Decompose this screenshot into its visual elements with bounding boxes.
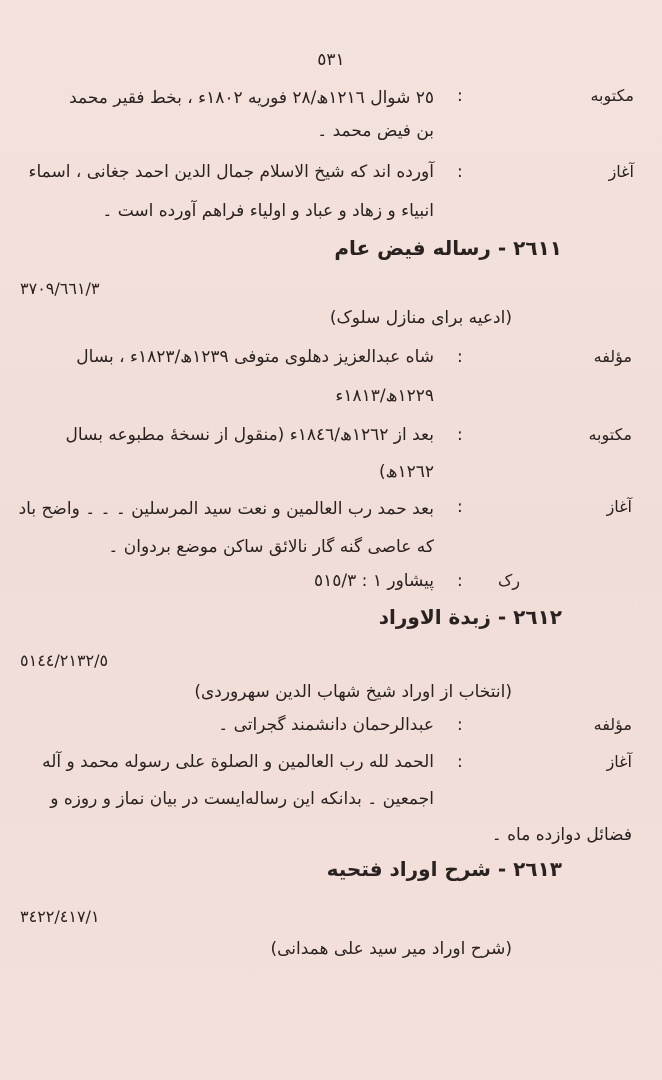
aghaz-text: آورده اند که شیخ الاسلام جمال الدین احمد جغانی ، اسماء — [28, 162, 434, 182]
aghaz-text: اجمعین ۔ بدانکه این رساله‌ایست در بیان نماز و روزه و — [50, 789, 434, 809]
label-colon: : — [457, 497, 463, 517]
label-colon: : — [457, 347, 463, 367]
aghaz-text: الحمد لله رب العالمین و الصلوة علی رسوله محمد و آله — [42, 752, 434, 772]
maktubeh-text: بن فیض محمد ۔ — [317, 121, 434, 141]
maktubeh-text: بعد از ١٢٦٢ھ/١٨٤٦ء (منقول از نسخهٔ مطبوعه بسال — [65, 425, 434, 445]
entry-heading: ٢٦١٢ - زبدة الاوراد — [378, 605, 562, 629]
entry-subtitle: (شرح اوراد میر سید علی همدانی) — [270, 939, 512, 959]
catalog-ref: ٣٧٠٩/٦٦١/٣ — [20, 279, 100, 298]
entry-heading: ٢٦١١ - رساله فیض عام — [334, 236, 562, 260]
catalog-ref: ٥١٤٤/٢١٣٢/٥ — [20, 651, 109, 670]
rak-label: رک — [497, 571, 520, 590]
aghaz-text: که عاصی گنه گار نالائق ساکن موضع بردوان ۔ — [108, 537, 434, 557]
label-colon: : — [457, 425, 463, 445]
aghaz-text: انبیاء و زهاد و عباد و اولیاء فراهم آورده است ۔ — [102, 201, 434, 221]
maktubeh-text: ٢٥ شوال ١٢١٦ھ/٢٨ فوریه ١٨٠٢ء ، بخط فقیر محمد — [69, 88, 434, 108]
entry-subtitle: (ادعیه برای منازل سلوک) — [329, 308, 512, 328]
rak-value: پیشاور ١ : ٥١٥/٣ — [314, 571, 434, 591]
label-colon: : — [457, 752, 463, 772]
aghaz-label: آغاز — [606, 497, 632, 516]
moallef-text: عبدالرحمان دانشمند گجراتی ۔ — [218, 715, 434, 735]
moallef-text: شاه عبدالعزیز دهلوی متوفی ١٢٣٩ھ/١٨٢٣ء ، بسال — [76, 347, 434, 367]
catalog-ref: ٣٤٢٢/٤١٧/١ — [20, 907, 100, 926]
entry-heading: ٢٦١٣ - شرح اوراد فتحیه — [326, 857, 562, 881]
aghaz-text: فضائل دوازده ماه ۔ — [491, 825, 632, 845]
aghaz-label: آغاز — [606, 752, 632, 771]
moallef-label: مؤلفه — [593, 347, 632, 366]
moallef-text: ١٢٢٩ھ/١٨١٣ء — [335, 386, 434, 406]
maktubeh-label: مکتوبه — [590, 86, 634, 105]
label-colon: : — [457, 162, 463, 182]
label-colon: : — [457, 715, 463, 735]
label-colon: : — [457, 571, 463, 591]
entry-subtitle: (انتخاب از اوراد شیخ شهاب الدین سهروردی) — [194, 682, 512, 702]
maktubeh-text: ١٢٦٢ھ) — [378, 462, 434, 482]
label-colon: : — [457, 86, 463, 106]
aghaz-label: آغاز — [608, 162, 634, 181]
maktubeh-label: مکتوبه — [588, 425, 632, 444]
moallef-label: مؤلفه — [593, 715, 632, 734]
aghaz-text: بعد حمد رب العالمین و نعت سید المرسلین ۔ ۔ ۔ واضح باد — [18, 499, 434, 519]
page-number: ٥٣١ — [317, 50, 345, 70]
